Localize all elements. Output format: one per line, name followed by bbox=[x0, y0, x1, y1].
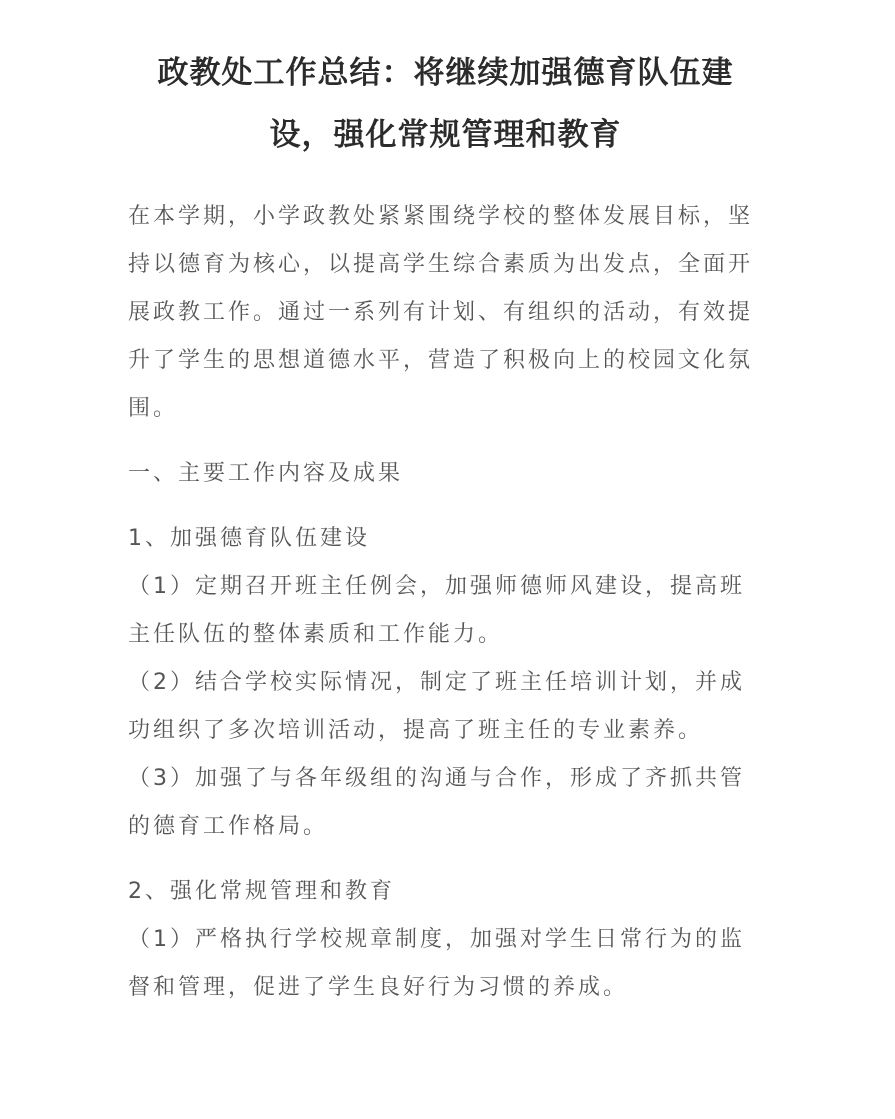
list-item: （2）结合学校实际情况，制定了班主任培训计划，并成功组织了多次培训活动，提高了班主任的专业素养。 bbox=[128, 670, 745, 743]
subsection-heading: 2、强化常规管理和教育 bbox=[128, 879, 395, 904]
document-title: 政教处工作总结：将继续加强德育队伍建设，强化常规管理和教育 bbox=[157, 55, 734, 153]
list-item: （1）定期召开班主任例会，加强师德师风建设，提高班主任队伍的整体素质和工作能力。 bbox=[128, 574, 745, 647]
section-heading: 一、主要工作内容及成果 bbox=[128, 461, 404, 486]
list-item: （3）加强了与各年级组的沟通与合作，形成了齐抓共管的德育工作格局。 bbox=[128, 766, 745, 839]
subsection-heading: 1、加强德育队伍建设 bbox=[128, 526, 370, 551]
document-body bbox=[128, 193, 763, 1012]
list-item: （1）严格执行学校规章制度，加强对学生日常行为的监督和管理，促进了学生良好行为习惯的养成。 bbox=[128, 927, 745, 1000]
intro-paragraph: 在本学期，小学政教处紧紧围绕学校的整体发展目标，坚持以德育为核心，以提高学生综合素质为出发点，全面开展政教工作。通过一系列有计划、有组织的活动，有效提升了学生的思想道德水平，营造了积极向上的校园文化氛围。 bbox=[128, 204, 754, 421]
